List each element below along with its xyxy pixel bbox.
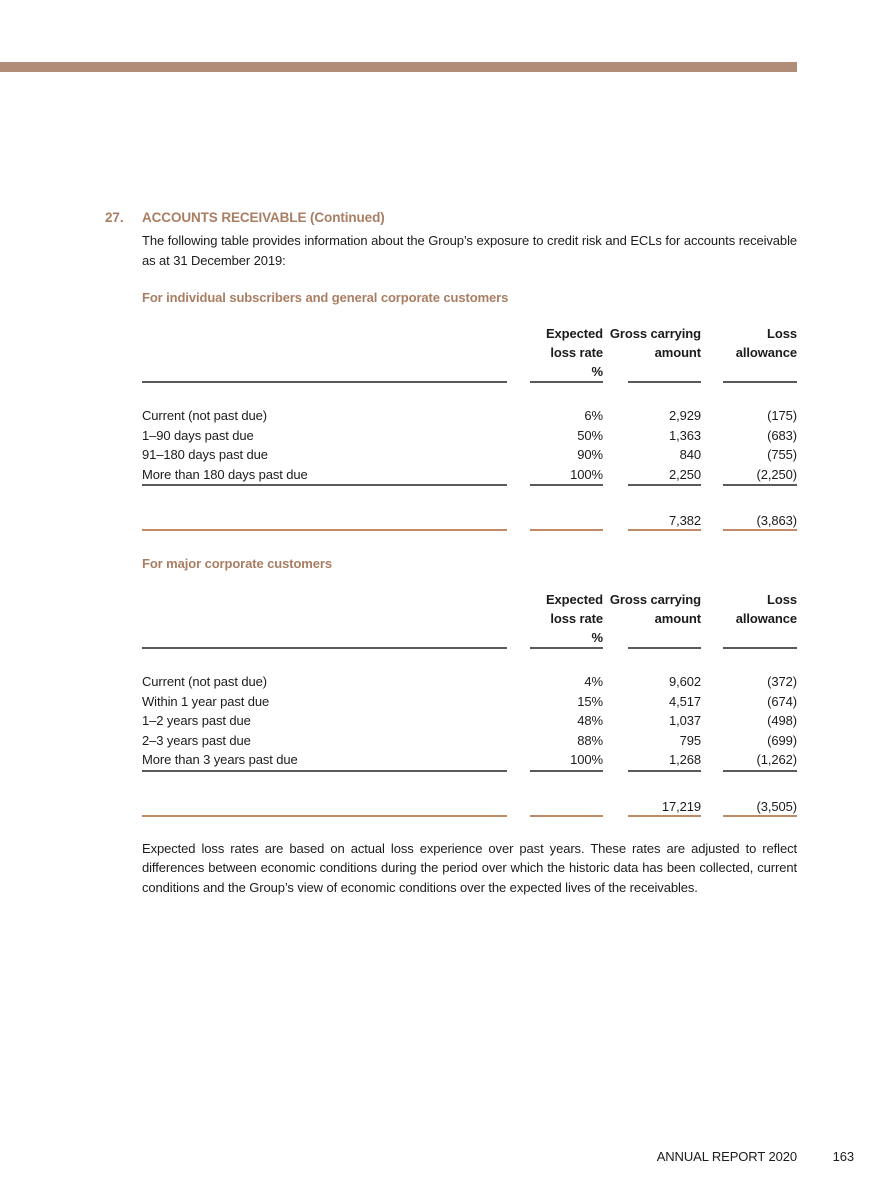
- rule-segment: [142, 381, 507, 383]
- table-row: [142, 750, 797, 770]
- header-row: [142, 628, 797, 647]
- row-label: More than 180 days past due: [142, 466, 308, 482]
- totals-row: [142, 512, 797, 529]
- section-number: 27.: [105, 210, 124, 225]
- rule-segment: [142, 815, 507, 817]
- header-rule: [142, 647, 797, 649]
- col-header-gross: amount: [654, 611, 701, 626]
- rule-segment: [530, 529, 603, 531]
- cell-rate: 100%: [570, 752, 603, 767]
- row-label: 1–90 days past due: [142, 427, 254, 443]
- rule-segment: [723, 815, 797, 817]
- col-header-expected: loss rate: [550, 345, 603, 360]
- header-row: [142, 343, 797, 362]
- top-accent-bar: [0, 62, 797, 72]
- table1-body: [142, 406, 797, 484]
- cell-gross: 1,037: [668, 713, 701, 728]
- cell-rate: 48%: [577, 713, 603, 728]
- total-allowance: (3,863): [756, 513, 797, 528]
- cell-allowance: (674): [767, 693, 797, 709]
- rule-segment: [723, 484, 797, 486]
- rule-segment: [530, 647, 603, 649]
- cell-gross: 2,250: [668, 466, 701, 482]
- body-rule: [142, 484, 797, 486]
- rule-segment: [142, 770, 507, 772]
- row-label: 2–3 years past due: [142, 732, 251, 748]
- rule-segment: [723, 647, 797, 649]
- rule-segment: [142, 484, 507, 486]
- header-row: [142, 362, 797, 381]
- row-label: 91–180 days past due: [142, 447, 268, 462]
- cell-allowance: (683): [767, 427, 797, 443]
- table-row: [142, 672, 797, 692]
- table-row: [142, 692, 797, 712]
- cell-gross: 4,517: [668, 693, 701, 709]
- col-header-loss: Loss: [767, 592, 797, 607]
- cell-allowance: (755): [767, 447, 797, 462]
- body-rule: [142, 770, 797, 772]
- rule-segment: [530, 815, 603, 817]
- cell-gross: 795: [679, 732, 701, 748]
- row-label: More than 3 years past due: [142, 752, 298, 767]
- total-gross: 7,382: [668, 513, 701, 528]
- cell-rate: 50%: [577, 427, 603, 443]
- cell-allowance: (498): [767, 713, 797, 728]
- report-title: ANNUAL REPORT 2020: [656, 1149, 797, 1164]
- row-label: Current (not past due): [142, 408, 267, 423]
- rule-segment: [628, 815, 701, 817]
- cell-rate: 88%: [577, 732, 603, 748]
- rule-segment: [628, 529, 701, 531]
- total-allowance: (3,505): [756, 798, 797, 814]
- rule-segment: [142, 647, 507, 649]
- cell-gross: 1,363: [668, 427, 701, 443]
- cell-rate: 6%: [584, 408, 603, 423]
- col-header-percent: %: [591, 364, 603, 379]
- header-rule: [142, 381, 797, 383]
- table-row: [142, 711, 797, 731]
- cell-allowance: (699): [767, 732, 797, 748]
- col-header-gross: Gross carrying: [609, 326, 701, 341]
- totals-row: [142, 798, 797, 815]
- cell-rate: 90%: [577, 447, 603, 462]
- col-header-expected: Expected: [545, 592, 603, 607]
- header-row: [142, 324, 797, 343]
- rule-segment: [628, 647, 701, 649]
- col-header-expected: loss rate: [550, 611, 603, 626]
- cell-gross: 1,268: [668, 752, 701, 767]
- cell-allowance: (2,250): [756, 466, 797, 482]
- cell-allowance: (1,262): [756, 752, 797, 767]
- section-title: ACCOUNTS RECEIVABLE (Continued): [142, 210, 385, 225]
- rule-segment: [723, 381, 797, 383]
- table2-header: [142, 590, 797, 647]
- rule-segment: [628, 770, 701, 772]
- table-row: [142, 406, 797, 426]
- row-label: Current (not past due): [142, 674, 267, 689]
- table-row: [142, 445, 797, 465]
- cell-gross: 2,929: [668, 408, 701, 423]
- page-footer: [0, 1149, 880, 1169]
- table2-body: [142, 672, 797, 770]
- table1-header: [142, 324, 797, 381]
- cell-gross: 9,602: [668, 674, 701, 689]
- intro-paragraph: The following table provides information about the Group’s exposure to credit risk and ECLs for accounts receivable as at 31 December 2019:: [142, 233, 797, 268]
- section-body: [142, 231, 797, 897]
- cell-rate: 100%: [570, 466, 603, 482]
- col-header-gross: amount: [654, 345, 701, 360]
- table-row: [142, 465, 797, 485]
- totals-rule: [142, 815, 797, 817]
- row-label: Within 1 year past due: [142, 693, 270, 709]
- rule-segment: [530, 484, 603, 486]
- rule-segment: [723, 770, 797, 772]
- col-header-loss: allowance: [735, 345, 797, 360]
- page-number: 163: [832, 1149, 854, 1164]
- col-header-percent: %: [591, 630, 603, 645]
- cell-rate: 4%: [584, 674, 603, 689]
- cell-gross: 840: [679, 447, 701, 462]
- table-caption-major: For major corporate customers: [142, 556, 332, 571]
- table-caption-individual: For individual subscribers and general corporate customers: [142, 290, 509, 305]
- col-header-loss: allowance: [735, 611, 797, 626]
- rule-segment: [723, 529, 797, 531]
- closing-paragraph: Expected loss rates are based on actual loss experience over past years. These rates are adjusted to reflect differences between economic conditions during the period over which the historic data has been collected, current conditions and the Group’s view of economic conditions over the expected lives of the receivables.: [142, 840, 797, 895]
- rule-segment: [530, 381, 603, 383]
- header-row: [142, 609, 797, 628]
- col-header-loss: Loss: [767, 326, 797, 341]
- rule-segment: [628, 381, 701, 383]
- section-heading: [105, 209, 797, 226]
- rule-segment: [142, 529, 507, 531]
- cell-allowance: (175): [767, 408, 797, 423]
- table-row: [142, 731, 797, 751]
- row-label: 1–2 years past due: [142, 713, 251, 728]
- cell-rate: 15%: [577, 693, 603, 709]
- main-content: [105, 209, 797, 897]
- col-header-expected: Expected: [545, 326, 603, 341]
- table-row: [142, 426, 797, 446]
- cell-allowance: (372): [767, 674, 797, 689]
- total-gross: 17,219: [661, 798, 701, 814]
- rule-segment: [628, 484, 701, 486]
- rule-segment: [530, 770, 603, 772]
- totals-rule: [142, 529, 797, 531]
- col-header-gross: Gross carrying: [609, 592, 701, 607]
- header-row: [142, 590, 797, 609]
